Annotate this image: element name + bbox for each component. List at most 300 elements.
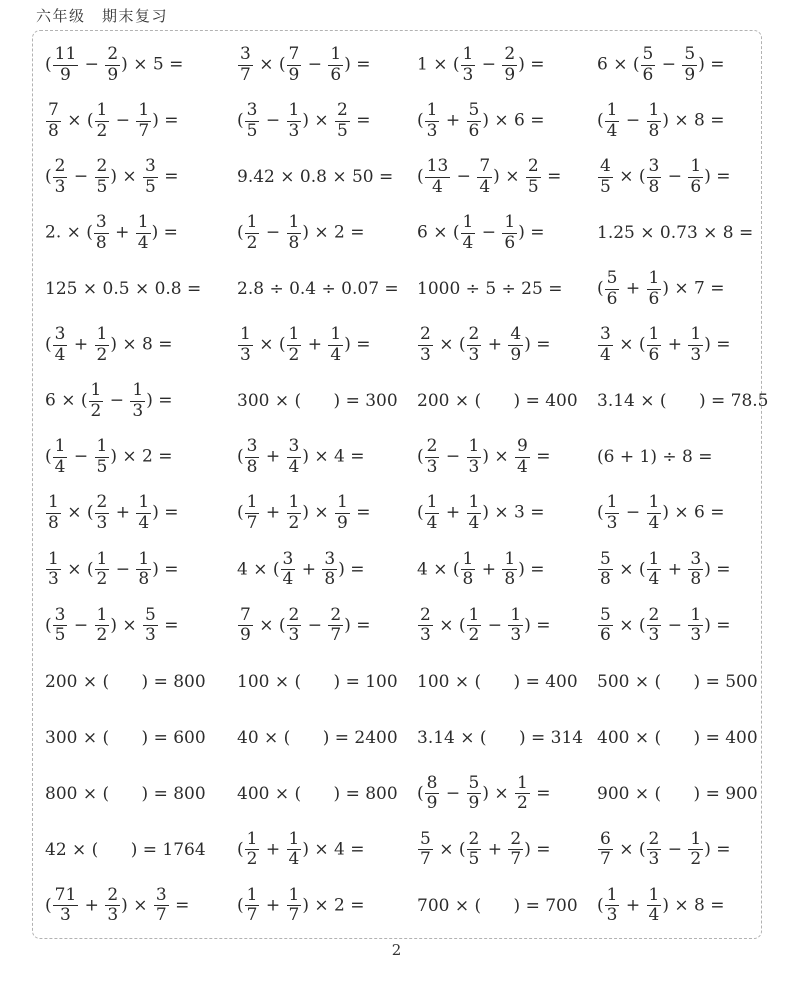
fraction-numerator: 3: [246, 436, 258, 457]
fraction-numerator: 1: [606, 100, 618, 121]
fraction-numerator: 2: [468, 828, 480, 849]
fraction: [281, 550, 296, 590]
problem-expression: (6 + 1) ÷ 8 =: [597, 447, 713, 468]
fraction-denominator: 4: [288, 849, 300, 870]
fraction: [647, 269, 662, 309]
fraction-numerator: 2: [420, 324, 431, 345]
fraction-numerator: 3: [690, 548, 702, 569]
problem-cell: [45, 822, 237, 878]
fraction-numerator: 1: [330, 324, 342, 345]
fraction-denominator: 9: [504, 64, 516, 85]
fraction-denominator: 2: [246, 232, 258, 253]
problem-expression: $\frac{3}{4}$ × ( $\frac{1}{6}$ + $\frac{1}{3}$ ) =: [600, 324, 731, 365]
fraction: [647, 830, 662, 870]
fraction-denominator: 2: [690, 849, 702, 870]
problem-expression: $\frac{1}{3}$ × ( $\frac{1}{2}$ − $\frac{1}{8}$ ) =: [48, 548, 179, 590]
fraction-denominator: 5: [527, 176, 539, 197]
fraction-numerator: 8: [426, 772, 438, 793]
fraction-denominator: 3: [240, 344, 251, 365]
problem-expression: $\frac{5}{7}$ × ( $\frac{2}{5}$ + $\frac{2}{7}$ ) =: [420, 828, 551, 870]
fraction: [245, 830, 260, 870]
problem-expression: 6 × ( $\frac{5}{6}$ − $\frac{5}{9}$ ) =: [597, 43, 725, 85]
fraction: [647, 493, 662, 533]
fraction-denominator: 2: [96, 625, 108, 646]
fraction-numerator: 2: [288, 604, 300, 625]
fraction: [136, 493, 151, 533]
fraction-denominator: 3: [426, 120, 438, 141]
problem-cell: [237, 598, 417, 654]
problem-expression: $\frac{4}{5}$ × ( $\frac{3}{8}$ − $\frac{1}{6}$ ) =: [600, 156, 731, 197]
fraction: [502, 213, 517, 253]
fraction: [136, 213, 151, 253]
fraction-numerator: 5: [145, 604, 156, 625]
fraction-numerator: 7: [288, 43, 300, 64]
fraction-numerator: 13: [426, 156, 449, 177]
fraction: [467, 774, 482, 814]
fraction-numerator: 1: [468, 604, 480, 625]
fraction-numerator: 5: [600, 604, 611, 625]
fraction: [425, 157, 451, 197]
fraction: [688, 830, 703, 870]
problem-expression: ( $\frac{1}{2}$ − $\frac{1}{8}$ ) × 2 =: [237, 212, 365, 253]
fraction-numerator: 1: [138, 100, 150, 121]
problem-cell: [417, 486, 597, 542]
fraction-numerator: 1: [138, 548, 150, 569]
fraction-denominator: 3: [606, 905, 618, 926]
fraction-denominator: 8: [138, 569, 150, 590]
fraction: [508, 830, 523, 870]
fraction-numerator: 1: [288, 212, 300, 233]
fraction-numerator: 2: [504, 43, 516, 64]
fraction: [335, 101, 350, 141]
problem-expression: 300 × ( ) = 600: [45, 727, 206, 748]
fraction-denominator: 2: [96, 344, 108, 365]
fraction-numerator: 2: [426, 436, 438, 457]
fraction-numerator: 2: [96, 492, 108, 513]
problem-expression: ( $\frac{1}{3}$ + $\frac{5}{6}$ ) × 6 =: [417, 100, 545, 141]
problem-expression: $\frac{7}{8}$ × ( $\frac{1}{2}$ − $\frac{1}{7}$ ) =: [48, 100, 179, 141]
fraction-denominator: 4: [432, 176, 443, 197]
fraction-numerator: 4: [510, 324, 522, 345]
fraction-denominator: 7: [246, 905, 258, 926]
fraction-denominator: 2: [517, 793, 528, 814]
fraction-denominator: 7: [510, 849, 522, 870]
problem-expression: ( $\frac{2}{3}$ − $\frac{2}{5}$ ) × $\frac{3}{5}$ =: [45, 156, 179, 197]
fraction-denominator: 3: [288, 120, 300, 141]
fraction: [328, 45, 343, 85]
fraction-numerator: 1: [246, 492, 258, 513]
fraction-denominator: 6: [504, 232, 516, 253]
fraction-denominator: 8: [648, 120, 660, 141]
fraction: [502, 550, 517, 590]
fraction-numerator: 1: [648, 100, 660, 121]
fraction: [605, 101, 620, 141]
fraction-denominator: 3: [426, 456, 438, 477]
problem-cell: [417, 261, 597, 317]
fraction-denominator: 5: [468, 849, 480, 870]
problem-expression: 1000 ÷ 5 ÷ 25 =: [417, 279, 563, 300]
problem-cell: [45, 37, 237, 93]
problem-expression: ( $\frac{11}{9}$ − $\frac{2}{9}$ ) × 5 =: [45, 43, 184, 85]
fraction-denominator: 3: [690, 344, 702, 365]
fraction-numerator: 1: [246, 212, 258, 233]
fraction: [425, 493, 440, 533]
fraction-denominator: 9: [510, 344, 522, 365]
problem-cell: [417, 149, 597, 205]
fraction-numerator: 1: [54, 436, 66, 457]
fraction: [95, 606, 110, 646]
fraction-numerator: 5: [468, 100, 480, 121]
fraction-numerator: 2: [510, 828, 522, 849]
fraction: [605, 493, 620, 533]
problem-expression: ( $\frac{1}{4}$ − $\frac{1}{8}$ ) × 8 =: [597, 100, 725, 141]
fraction: [425, 437, 440, 477]
fraction: [598, 830, 613, 870]
fraction-numerator: 1: [337, 492, 348, 513]
problem-cell: [417, 429, 597, 485]
fraction-numerator: 2: [54, 156, 66, 177]
fraction: [245, 101, 260, 141]
fraction-numerator: 1: [517, 772, 528, 793]
fraction-numerator: 3: [288, 436, 300, 457]
fraction: [238, 45, 253, 85]
fraction-numerator: 1: [138, 492, 150, 513]
fraction-denominator: 6: [642, 64, 654, 85]
fraction: [245, 886, 260, 926]
fraction-denominator: 2: [468, 625, 480, 646]
problem-expression: $\frac{5}{8}$ × ( $\frac{1}{4}$ + $\frac{3}{8}$ ) =: [600, 548, 731, 590]
fraction-denominator: 8: [324, 569, 336, 590]
problem-cell: [45, 261, 237, 317]
fraction: [105, 45, 120, 85]
problem-expression: 800 × ( ) = 800: [45, 783, 206, 804]
fraction-numerator: 1: [648, 268, 660, 289]
problem-cell: [237, 93, 417, 149]
fraction-numerator: 3: [282, 548, 294, 569]
problem-cell: [417, 878, 597, 934]
fraction: [245, 437, 260, 477]
fraction-numerator: 2: [648, 828, 660, 849]
fraction-denominator: 3: [288, 625, 300, 646]
fraction-numerator: 5: [420, 828, 431, 849]
problem-cell: [597, 205, 769, 261]
fraction: [287, 830, 302, 870]
problem-expression: ( $\frac{3}{8}$ + $\frac{3}{4}$ ) × 4 =: [237, 436, 365, 477]
fraction: [53, 886, 79, 926]
fraction-denominator: 4: [648, 569, 660, 590]
problem-expression: 700 × ( ) = 700: [417, 895, 578, 916]
fraction-numerator: 1: [648, 324, 660, 345]
problem-cell: [45, 429, 237, 485]
fraction: [467, 830, 482, 870]
fraction-denominator: 8: [504, 569, 516, 590]
fraction: [641, 45, 656, 85]
problem-cell: [417, 205, 597, 261]
fraction-numerator: 1: [132, 380, 144, 401]
fraction: [425, 774, 440, 814]
fraction: [95, 325, 110, 365]
fraction-numerator: 7: [48, 100, 59, 121]
problem-cell: [45, 766, 237, 822]
fraction-denominator: 2: [288, 344, 300, 365]
problem-expression: ( $\frac{1}{2}$ + $\frac{1}{4}$ ) × 4 =: [237, 828, 365, 870]
fraction-denominator: 4: [606, 120, 618, 141]
fraction-denominator: 4: [288, 456, 300, 477]
fraction-denominator: 4: [468, 513, 480, 534]
problem-cell: [417, 598, 597, 654]
fraction: [95, 437, 110, 477]
fraction-numerator: 3: [54, 604, 66, 625]
fraction-numerator: 2: [107, 43, 119, 64]
fraction-denominator: 9: [107, 64, 119, 85]
fraction-denominator: 5: [96, 456, 108, 477]
problem-cell: [237, 429, 417, 485]
fraction-numerator: 1: [48, 548, 59, 569]
problem-expression: 500 × ( ) = 500: [597, 671, 758, 692]
fraction-denominator: 3: [145, 625, 156, 646]
fraction-numerator: 5: [684, 43, 696, 64]
fraction-denominator: 4: [600, 344, 611, 365]
problem-cell: [45, 93, 237, 149]
problem-cell: [237, 710, 417, 766]
problem-cell: [597, 149, 769, 205]
fraction: [508, 325, 523, 365]
fraction: [328, 325, 343, 365]
fraction-denominator: 5: [246, 120, 258, 141]
problem-expression: ( $\frac{1}{7}$ + $\frac{1}{2}$ ) × $\frac{1}{9}$ =: [237, 492, 371, 534]
fraction-denominator: 4: [137, 232, 149, 253]
problem-expression: ( $\frac{1}{7}$ + $\frac{1}{7}$ ) × 2 =: [237, 884, 365, 926]
fraction-denominator: 4: [54, 456, 66, 477]
fraction-numerator: 3: [95, 212, 107, 233]
problem-cell: [237, 486, 417, 542]
fraction-numerator: 1: [96, 604, 108, 625]
fraction: [95, 550, 110, 590]
fraction-numerator: 1: [462, 212, 474, 233]
problem-cell: [597, 542, 769, 598]
problem-expression: ( $\frac{1}{3}$ + $\frac{1}{4}$ ) × 8 =: [597, 884, 725, 926]
fraction-denominator: 3: [510, 625, 522, 646]
fraction-denominator: 6: [690, 176, 702, 197]
problem-cell: [417, 766, 597, 822]
fraction-numerator: 4: [600, 156, 611, 177]
problem-cell: [417, 37, 597, 93]
problem-cell: [45, 486, 237, 542]
fraction-denominator: 4: [54, 344, 66, 365]
fraction-denominator: 9: [684, 64, 696, 85]
problem-expression: $\frac{3}{7}$ × ( $\frac{7}{9}$ − $\frac{1}{6}$ ) =: [240, 43, 371, 85]
problem-cell: [237, 261, 417, 317]
fraction-denominator: 8: [648, 176, 660, 197]
fraction-denominator: 3: [107, 905, 119, 926]
fraction-numerator: 2: [96, 156, 108, 177]
fraction: [461, 213, 476, 253]
fraction: [598, 325, 613, 365]
fraction-numerator: 1: [468, 492, 480, 513]
fraction-denominator: 2: [246, 849, 258, 870]
fraction: [418, 606, 433, 646]
fraction-denominator: 8: [246, 456, 258, 477]
fraction-denominator: 6: [600, 625, 611, 646]
fraction-numerator: 3: [145, 156, 156, 177]
fraction-denominator: 8: [288, 232, 300, 253]
problem-cell: [237, 317, 417, 373]
problem-expression: ( $\frac{3}{5}$ − $\frac{1}{2}$ ) × $\frac{5}{3}$ =: [45, 604, 179, 646]
problem-cell: [45, 710, 237, 766]
fraction: [53, 437, 68, 477]
fraction-denominator: 3: [48, 569, 59, 590]
problem-cell: [417, 822, 597, 878]
fraction-denominator: 4: [648, 905, 660, 926]
fraction: [647, 157, 662, 197]
fraction-numerator: 1: [137, 212, 149, 233]
problem-cell: [597, 654, 769, 710]
fraction-numerator: 1: [288, 828, 300, 849]
problem-cell: [237, 822, 417, 878]
fraction-denominator: 3: [54, 176, 66, 197]
fraction-denominator: 8: [462, 569, 474, 590]
problem-expression: 3.14 × ( ) = 78.5: [597, 391, 769, 412]
fraction-numerator: 1: [504, 548, 516, 569]
fraction-numerator: 1: [288, 324, 300, 345]
fraction: [53, 325, 68, 365]
fraction-numerator: 11: [54, 43, 77, 64]
fraction-denominator: 4: [282, 569, 294, 590]
fraction: [647, 325, 662, 365]
problem-cell: [237, 766, 417, 822]
fraction-denominator: 4: [648, 513, 660, 534]
problem-cell: [417, 542, 597, 598]
fraction-numerator: 2: [420, 604, 431, 625]
fraction-numerator: 1: [96, 100, 108, 121]
fraction: [287, 437, 302, 477]
fraction-numerator: 5: [642, 43, 654, 64]
fraction: [287, 213, 302, 253]
fraction: [287, 325, 302, 365]
problem-cell: [417, 93, 597, 149]
problem-cell: [45, 542, 237, 598]
fraction-denominator: 3: [60, 905, 71, 926]
problem-cell: [597, 93, 769, 149]
fraction-numerator: 1: [510, 604, 522, 625]
fraction-numerator: 2: [330, 604, 342, 625]
fraction-numerator: 1: [90, 380, 102, 401]
problem-cell: [597, 429, 769, 485]
fraction-denominator: 3: [420, 344, 431, 365]
fraction: [688, 550, 703, 590]
problem-cell: [237, 654, 417, 710]
fraction-denominator: 5: [600, 176, 611, 197]
problem-expression: 400 × ( ) = 400: [597, 727, 758, 748]
fraction: [94, 213, 109, 253]
footer-page-number: 2: [391, 941, 402, 959]
fraction-numerator: 1: [468, 436, 480, 457]
problem-cell: [45, 878, 237, 934]
problem-cell: [417, 710, 597, 766]
problem-cell: [237, 149, 417, 205]
fraction-numerator: 2: [107, 884, 119, 905]
problem-cell: [237, 542, 417, 598]
problem-cell: [237, 878, 417, 934]
fraction: [53, 606, 68, 646]
problem-cell: [597, 598, 769, 654]
fraction-numerator: 1: [690, 324, 702, 345]
problem-cell: [597, 710, 769, 766]
problem-expression: 2.8 ÷ 0.4 ÷ 0.07 =: [237, 279, 399, 300]
fraction: [467, 101, 482, 141]
fraction-numerator: 5: [600, 548, 611, 569]
fraction: [89, 381, 104, 421]
problem-cell: [45, 317, 237, 373]
problem-expression: ( $\frac{13}{4}$ − $\frac{7}{4}$ ) × $\frac{2}{5}$ =: [417, 156, 562, 197]
problem-expression: 100 × ( ) = 400: [417, 671, 578, 692]
problem-expression: 4 × ( $\frac{3}{4}$ + $\frac{3}{8}$ ) =: [237, 548, 365, 590]
fraction-numerator: 1: [240, 324, 251, 345]
fraction-numerator: 7: [479, 156, 491, 177]
fraction-denominator: 9: [468, 793, 480, 814]
fraction: [647, 606, 662, 646]
problem-cell: [45, 598, 237, 654]
fraction-numerator: 1: [96, 548, 108, 569]
problem-expression: ( $\frac{8}{9}$ − $\frac{5}{9}$ ) × $\frac{1}{2}$ =: [417, 772, 551, 814]
fraction-denominator: 9: [60, 64, 71, 85]
fraction-numerator: 1: [648, 884, 660, 905]
problem-cell: [597, 822, 769, 878]
fraction-numerator: 1: [426, 492, 438, 513]
fraction: [682, 45, 697, 85]
fraction-numerator: 1: [96, 436, 108, 457]
fraction: [95, 101, 110, 141]
fraction-numerator: 1: [462, 548, 474, 569]
fraction-numerator: 71: [54, 884, 77, 905]
fraction-denominator: 7: [138, 120, 150, 141]
fraction-denominator: 9: [426, 793, 438, 814]
fraction-numerator: 5: [606, 268, 618, 289]
fraction: [287, 101, 302, 141]
problem-expression: $\frac{2}{3}$ × ( $\frac{2}{3}$ + $\frac{4}{9}$ ) =: [420, 324, 551, 365]
fraction-numerator: 3: [240, 43, 251, 64]
fraction-denominator: 8: [48, 513, 59, 534]
fraction: [688, 157, 703, 197]
fraction: [95, 493, 110, 533]
fraction-numerator: 9: [517, 436, 528, 457]
fraction-denominator: 8: [95, 232, 107, 253]
problem-expression: 2. × ( $\frac{3}{8}$ + $\frac{1}{4}$ ) =: [45, 212, 178, 253]
fraction-numerator: 1: [606, 492, 618, 513]
fraction-denominator: 2: [90, 400, 102, 421]
fraction-denominator: 5: [96, 176, 108, 197]
fraction: [287, 493, 302, 533]
fraction-numerator: 1: [96, 324, 108, 345]
fraction: [461, 45, 476, 85]
fraction: [335, 493, 350, 533]
fraction: [688, 325, 703, 365]
fraction-denominator: 5: [337, 120, 348, 141]
fraction-numerator: 1: [246, 884, 258, 905]
problem-cell: [597, 878, 769, 934]
fraction-numerator: 2: [337, 100, 348, 121]
fraction: [598, 157, 613, 197]
fraction-numerator: 1: [504, 212, 516, 233]
fraction-denominator: 3: [648, 849, 660, 870]
fraction-denominator: 3: [96, 513, 108, 534]
fraction-denominator: 7: [420, 849, 431, 870]
fraction: [605, 886, 620, 926]
fraction: [95, 157, 110, 197]
fraction: [46, 493, 61, 533]
fraction-numerator: 3: [324, 548, 336, 569]
fraction-numerator: 3: [246, 100, 258, 121]
